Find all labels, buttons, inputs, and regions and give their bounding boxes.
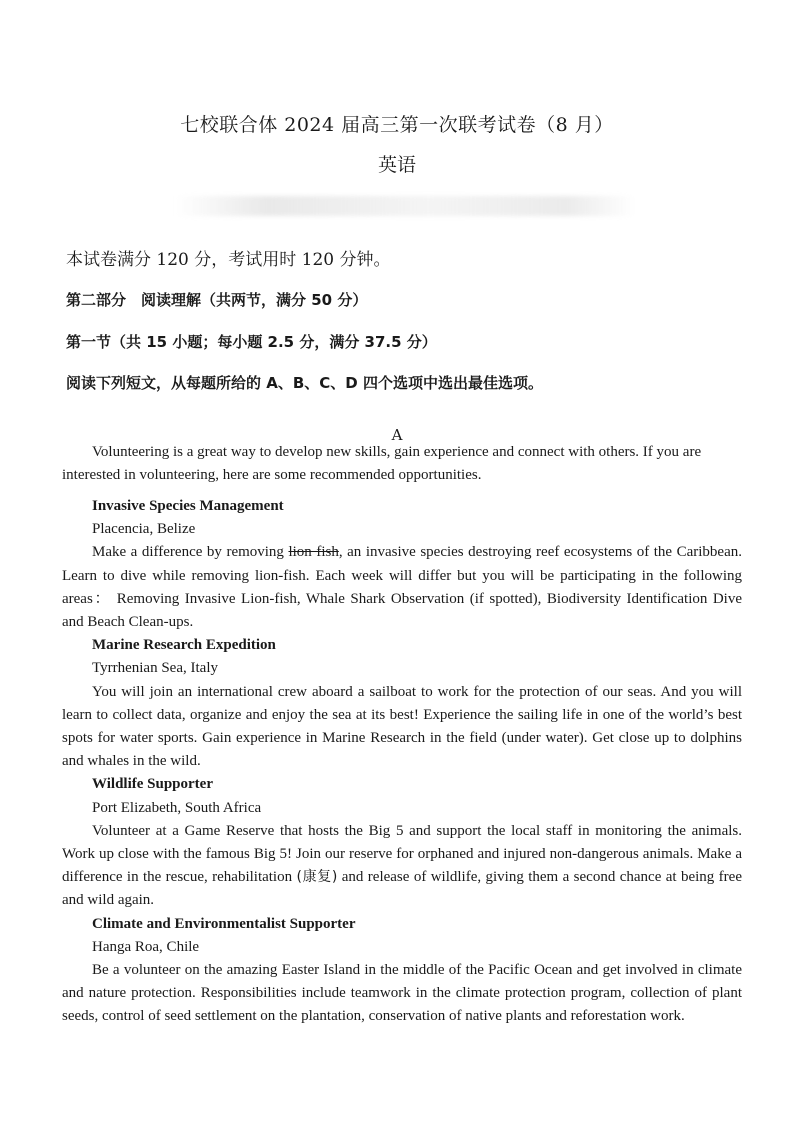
opportunity-description: Volunteer at a Game Reserve that hosts the Big 5 and support the local staff in monitoring the animals. Work up close with the famous Big 5! Join our reserve for orphaned and injured non-dangerous animals. Make a difference in the rescue, rehabilitation (康复) and release of wildlife, giving them a second chance at being free and wild again. bbox=[62, 822, 742, 909]
opportunity-location: Port Elizabeth, South Africa bbox=[92, 799, 262, 816]
passage-intro bbox=[62, 441, 742, 487]
chinese-gloss: (康复) bbox=[296, 869, 338, 886]
passage-sections bbox=[62, 495, 742, 1029]
opportunity-description: You will join an international crew aboard a sailboat to work for the protection of our seas. And you will learn to collect data, organize and enjoy the sea at its best! Experience the sailing life in one of the world’s best spots for water sports. Gain experience in Marine Research in the field (under water). Get close up to dolphins and whales in the wild. bbox=[62, 683, 742, 770]
passage-letter: A bbox=[391, 426, 403, 444]
struck-text: lion fish bbox=[288, 544, 339, 561]
section-heading: 第一节（共 15 小题；每小题 2.5 分，满分 37.5 分） bbox=[66, 333, 437, 351]
opportunity-location: Hanga Roa, Chile bbox=[92, 938, 200, 955]
faint-show-through bbox=[175, 196, 635, 216]
opportunity-location: Tyrrhenian Sea, Italy bbox=[92, 660, 218, 677]
intro-line-2: interested in volunteering, here are some recommended opportunities. bbox=[62, 467, 482, 484]
opportunity-heading: Climate and Environmentalist Supporter bbox=[92, 915, 356, 932]
exam-title: 七校联合体 2024 届高三第一次联考试卷（8 月） bbox=[180, 114, 614, 136]
opportunity-heading: Invasive Species Management bbox=[92, 498, 284, 514]
part-heading: 第二部分 阅读理解（共两节，满分 50 分） bbox=[66, 291, 368, 309]
opportunity-heading: Marine Research Expedition bbox=[92, 637, 276, 654]
subject-title: 英语 bbox=[377, 154, 416, 176]
opportunity-description: Be a volunteer on the amazing Easter Island in the middle of the Pacific Ocean and get involved in climate and nature protection. Responsibilities include teamwork in the climate protection program, collection of plant seeds, control of seed settlement on the plantation, conservation of native plants and reforestation work. bbox=[62, 962, 742, 1025]
opportunity-description: Make a difference by removing lion fish, an invasive species destroying reef ecosystems of the Caribbean. Learn to dive while removing lion-fish. Each week will differ but you will be participating in the following areas： Removing Invasive Lion-fish, Whale Shark Observation (if spotted), Biodiversity Identification Dive and Beach Clean-ups. bbox=[62, 544, 742, 631]
opportunity-heading: Wildlife Supporter bbox=[92, 776, 213, 793]
exam-instructions: 本试卷满分 120 分，考试用时 120 分钟。 bbox=[66, 250, 391, 270]
intro-line-1: Volunteering is a great way to develop new skills, gain experience and connect with others. If you are bbox=[92, 444, 702, 460]
opportunity-location: Placencia, Belize bbox=[92, 521, 196, 538]
reading-directions: 阅读下列短文，从每题所给的 A、B、C、D 四个选项中选出最佳选项。 bbox=[66, 374, 543, 392]
